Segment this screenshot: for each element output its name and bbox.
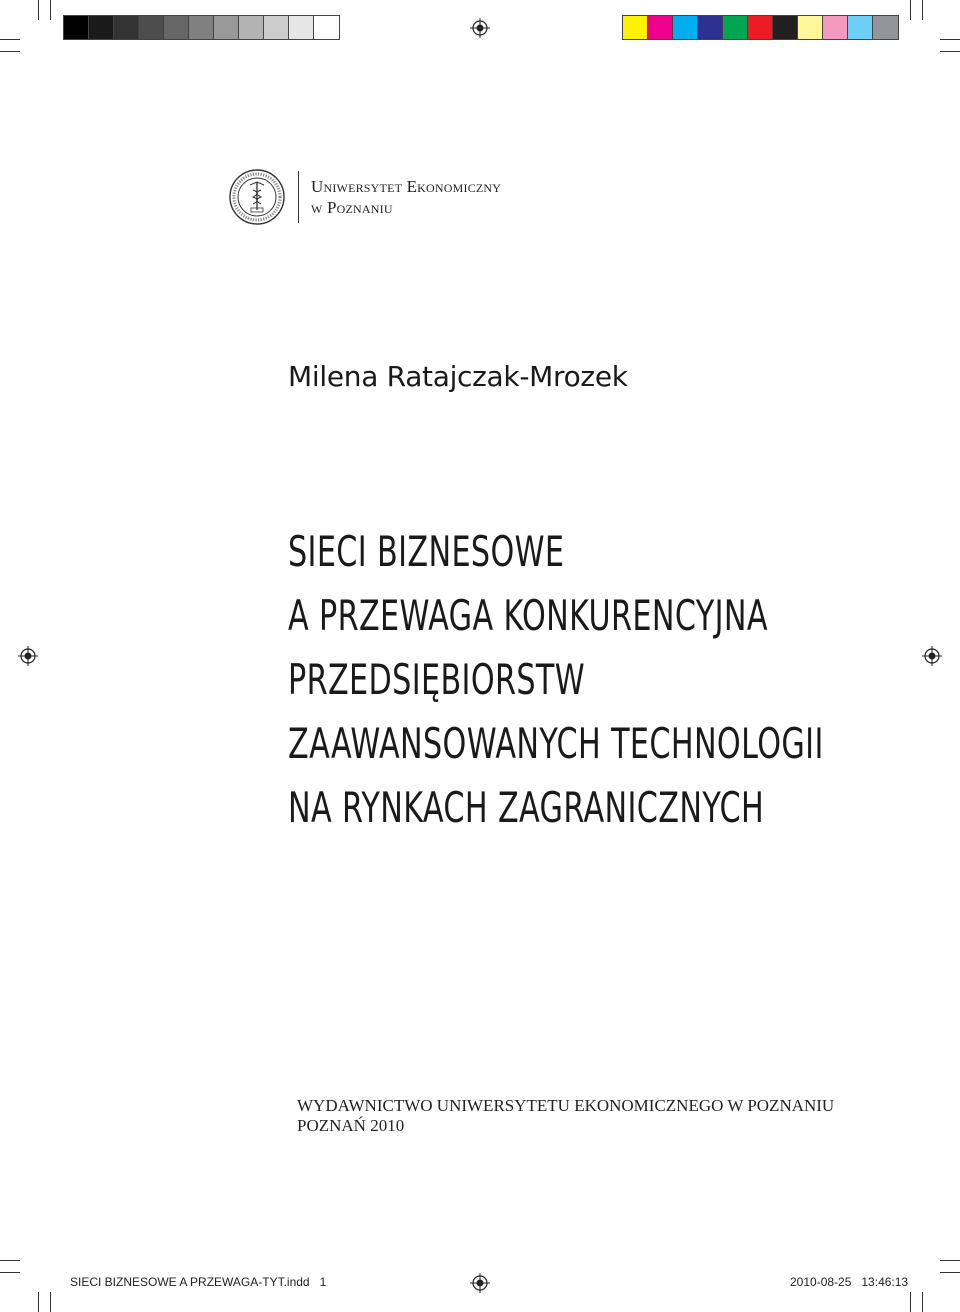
crop-mark <box>940 39 960 40</box>
crop-mark <box>910 1292 911 1312</box>
crop-mark <box>940 51 960 52</box>
color-swatch <box>648 16 673 39</box>
gray-swatch <box>64 16 89 39</box>
author-name: Milena Ratajczak-Mrozek <box>288 360 628 393</box>
crop-mark <box>922 1292 923 1312</box>
color-swatch <box>723 16 748 39</box>
gray-swatch <box>314 16 339 39</box>
crop-mark <box>38 1292 39 1312</box>
university-seal-icon <box>228 168 286 226</box>
university-name-line: w Poznaniu <box>311 198 393 217</box>
slug-timestamp: 2010-08-25 13:46:13 <box>790 1275 909 1289</box>
crop-mark <box>940 1272 960 1273</box>
color-swatch <box>773 16 798 39</box>
crop-mark <box>38 0 39 20</box>
crop-mark <box>940 1260 960 1261</box>
crop-mark <box>0 1260 20 1261</box>
crop-mark <box>0 39 20 40</box>
color-swatch <box>623 16 648 39</box>
title-line: PRZEDSIĘBIORSTW <box>288 655 586 704</box>
title-line: SIECI BIZNESOWE <box>288 527 565 576</box>
color-swatch <box>798 16 823 39</box>
gray-swatch <box>164 16 189 39</box>
registration-target-icon <box>922 646 942 666</box>
process-color-bar <box>622 15 899 40</box>
gray-swatch <box>189 16 214 39</box>
color-swatch <box>848 16 873 39</box>
gray-swatch <box>289 16 314 39</box>
color-swatch <box>673 16 698 39</box>
publisher-imprint <box>297 1096 834 1136</box>
publisher-name: WYDAWNICTWO UNIWERSYTETU EKONOMICZNEGO W POZNANIU <box>297 1096 835 1115</box>
grayscale-color-bar <box>63 15 340 40</box>
crop-mark <box>50 1292 51 1312</box>
gray-swatch <box>239 16 264 39</box>
university-name <box>311 176 501 218</box>
crop-mark <box>0 51 20 52</box>
color-swatch <box>698 16 723 39</box>
crop-mark <box>910 0 911 20</box>
gray-swatch <box>89 16 114 39</box>
registration-target-icon <box>470 18 490 38</box>
book-title <box>288 520 908 840</box>
title-line: ZAAWANSOWANYCH TECHNOLOGII <box>288 719 824 768</box>
registration-target-icon <box>18 646 38 666</box>
logo-divider <box>298 171 299 223</box>
gray-swatch <box>139 16 164 39</box>
gray-swatch <box>214 16 239 39</box>
color-swatch <box>823 16 848 39</box>
crop-mark <box>50 0 51 20</box>
university-logo <box>228 168 501 226</box>
title-line: A PRZEWAGA KONKURENCYJNA <box>288 591 768 640</box>
crop-mark <box>922 0 923 20</box>
color-swatch <box>873 16 898 39</box>
university-name-line: Uniwersytet Ekonomiczny <box>311 177 502 196</box>
gray-swatch <box>114 16 139 39</box>
slug-file-info: SIECI BIZNESOWE A PRZEWAGA-TYT.indd 1 <box>70 1275 327 1289</box>
crop-mark <box>0 1272 20 1273</box>
title-line: NA RYNKACH ZAGRANICZNYCH <box>288 783 765 832</box>
color-swatch <box>748 16 773 39</box>
publication-place-year: POZNAŃ 2010 <box>297 1116 405 1135</box>
gray-swatch <box>264 16 289 39</box>
registration-target-icon <box>470 1273 490 1293</box>
